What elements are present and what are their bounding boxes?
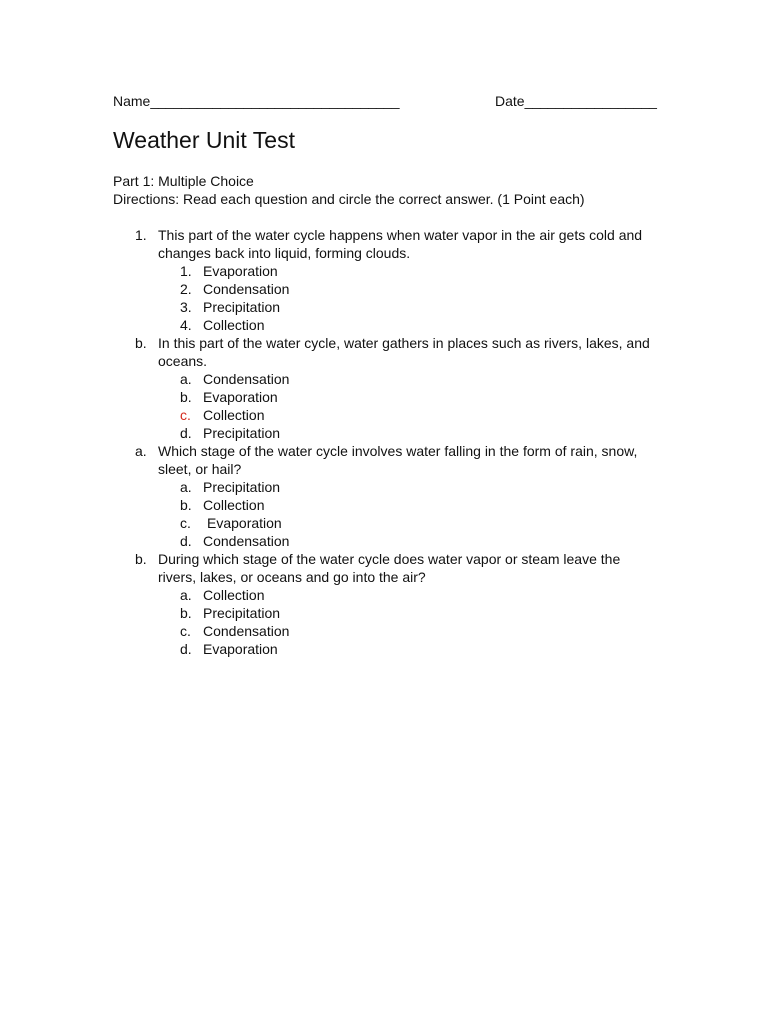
answer-option[interactable] bbox=[158, 388, 658, 406]
option-marker-highlighted: c. bbox=[180, 407, 191, 423]
page-title: Weather Unit Test bbox=[113, 127, 295, 153]
option-marker: b. bbox=[180, 605, 192, 621]
option-marker: b. bbox=[180, 497, 192, 513]
option-text: Collection bbox=[203, 587, 265, 603]
answer-option[interactable] bbox=[158, 298, 658, 316]
option-marker: a. bbox=[180, 479, 192, 495]
option-text: Collection bbox=[203, 407, 265, 423]
question-item bbox=[113, 550, 658, 586]
option-marker: d. bbox=[180, 425, 192, 441]
question-text: This part of the water cycle happens when water vapor in the air gets cold and changes back into liquid, forming clouds. bbox=[158, 227, 643, 261]
answer-option[interactable] bbox=[158, 478, 658, 496]
option-marker: d. bbox=[180, 533, 192, 549]
question-text: During which stage of the water cycle does water vapor or steam leave the rivers, lakes, or oceans and go into the air? bbox=[158, 551, 621, 585]
option-text: Condensation bbox=[203, 533, 290, 549]
answer-options bbox=[113, 478, 658, 550]
answer-options bbox=[113, 262, 658, 334]
answer-option[interactable] bbox=[158, 262, 658, 280]
answer-option[interactable] bbox=[158, 586, 658, 604]
option-text: Evaporation bbox=[203, 641, 278, 657]
option-text: Condensation bbox=[203, 623, 290, 639]
option-text: Collection bbox=[203, 497, 265, 513]
name-field: Name________________________________ bbox=[113, 93, 400, 109]
option-text: Evaporation bbox=[203, 263, 278, 279]
directions-text: Directions: Read each question and circle the correct answer. (1 Point each) bbox=[113, 191, 585, 207]
option-text: Condensation bbox=[203, 371, 290, 387]
option-text: Precipitation bbox=[203, 425, 281, 441]
option-marker: a. bbox=[180, 587, 192, 603]
option-marker: 2. bbox=[180, 281, 192, 297]
answer-option[interactable] bbox=[158, 424, 658, 442]
question-marker: a. bbox=[135, 443, 147, 459]
option-text: Condensation bbox=[203, 281, 290, 297]
answer-option[interactable] bbox=[158, 496, 658, 514]
option-text: Precipitation bbox=[203, 299, 281, 315]
answer-option[interactable] bbox=[158, 514, 658, 532]
option-text: Evaporation bbox=[203, 389, 278, 405]
answer-option[interactable] bbox=[158, 370, 658, 388]
question-item bbox=[113, 334, 658, 370]
option-text: Precipitation bbox=[203, 605, 281, 621]
question-list bbox=[113, 226, 658, 658]
answer-option[interactable] bbox=[158, 316, 658, 334]
option-marker: 4. bbox=[180, 317, 192, 333]
answer-option[interactable] bbox=[158, 532, 658, 550]
question-marker: b. bbox=[135, 551, 147, 567]
answer-option[interactable] bbox=[158, 280, 658, 298]
option-text: Collection bbox=[203, 317, 265, 333]
option-marker: 1. bbox=[180, 263, 192, 279]
option-text: Evaporation bbox=[207, 515, 282, 531]
part-heading: Part 1: Multiple Choice bbox=[113, 173, 254, 189]
part-section bbox=[113, 172, 585, 208]
question-text: In this part of the water cycle, water gathers in places such as rivers, lakes, and oceans. bbox=[158, 335, 650, 369]
option-text: Precipitation bbox=[203, 479, 281, 495]
question-marker: 1. bbox=[135, 227, 147, 243]
answer-option[interactable] bbox=[158, 604, 658, 622]
question-item bbox=[113, 442, 658, 478]
question-text: Which stage of the water cycle involves water falling in the form of rain, snow, sleet, or hail? bbox=[158, 443, 638, 477]
option-marker: b. bbox=[180, 389, 192, 405]
answer-options bbox=[113, 370, 658, 442]
date-field: Date_________________ bbox=[495, 93, 657, 109]
answer-option[interactable] bbox=[158, 406, 658, 424]
answer-option[interactable] bbox=[158, 640, 658, 658]
option-marker: 3. bbox=[180, 299, 192, 315]
option-marker: a. bbox=[180, 371, 192, 387]
answer-options bbox=[113, 586, 658, 658]
question-item bbox=[113, 226, 658, 262]
option-marker: c. bbox=[180, 515, 191, 531]
option-marker: c. bbox=[180, 623, 191, 639]
question-marker: b. bbox=[135, 335, 147, 351]
option-marker: d. bbox=[180, 641, 192, 657]
answer-option[interactable] bbox=[158, 622, 658, 640]
